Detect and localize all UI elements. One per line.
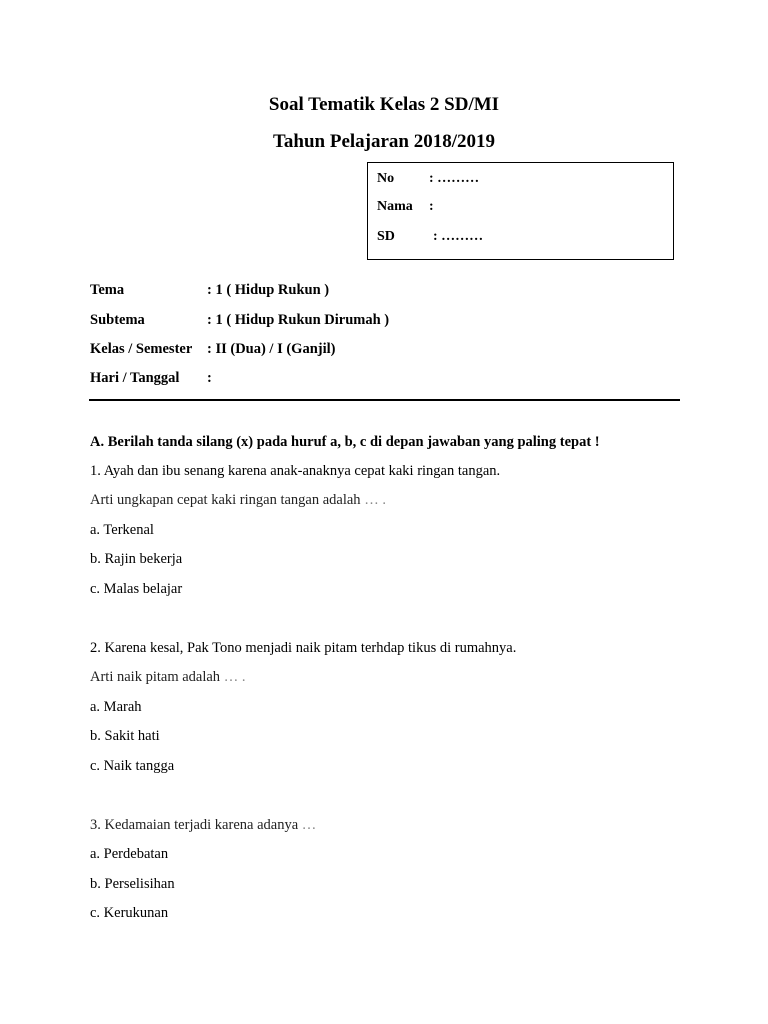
identity-sd-value[interactable]: : ……… (433, 229, 484, 244)
question-2-prompt-text: Arti naik pitam adalah (90, 669, 221, 685)
question-2-prompt (90, 667, 245, 687)
page-title: Soal Tematik Kelas 2 SD/MI (268, 94, 500, 115)
meta-hari-label: Hari / Tanggal (90, 370, 180, 386)
question-3-text-main: 3. Kedamaian terjadi karena adanya (90, 817, 299, 833)
identity-nama-value[interactable]: : (429, 199, 434, 214)
question-3-text-ellipsis: … (301, 817, 317, 833)
identity-nama-label: Nama (377, 199, 413, 214)
page-subtitle: Tahun Pelajaran 2018/2019 (272, 131, 496, 152)
question-1-option-b[interactable]: b. Rajin bekerja (90, 551, 183, 567)
meta-hari-value[interactable]: : (207, 370, 212, 386)
question-2-prompt-ellipsis: … . (223, 669, 246, 685)
identity-row-nama (377, 197, 434, 217)
question-1-prompt-text: Arti ungkapan cepat kaki ringan tangan adalah (90, 492, 361, 508)
identity-no-label: No (377, 171, 395, 186)
section-divider (89, 399, 680, 401)
question-1-prompt (90, 490, 386, 510)
identity-sd-label: SD (377, 229, 395, 244)
question-3-text (90, 815, 316, 835)
identity-no-value[interactable]: : ……… (429, 171, 480, 186)
meta-subtema-value: : 1 ( Hidup Rukun Dirumah ) (207, 312, 390, 328)
question-2-text: 2. Karena kesal, Pak Tono menjadi naik pitam terhdap tikus di rumahnya. (90, 640, 517, 656)
question-2-option-b[interactable]: b. Sakit hati (90, 728, 160, 744)
question-3-option-b[interactable]: b. Perselisihan (90, 876, 175, 892)
meta-tema-value: : 1 ( Hidup Rukun ) (207, 282, 330, 298)
question-1-option-c[interactable]: c. Malas belajar (90, 581, 183, 597)
question-2-option-c[interactable]: c. Naik tangga (90, 758, 175, 774)
meta-tema-label: Tema (90, 282, 125, 298)
identity-row-sd (377, 227, 484, 247)
identity-row-no (377, 169, 480, 189)
question-1-option-a[interactable]: a. Terkenal (90, 522, 154, 538)
question-1-text: 1. Ayah dan ibu senang karena anak-anaknya cepat kaki ringan tangan. (90, 463, 501, 479)
meta-kelas-label: Kelas / Semester (90, 341, 193, 357)
student-identity-box (367, 162, 674, 260)
question-1-prompt-ellipsis: … . (364, 492, 386, 508)
question-2-option-a[interactable]: a. Marah (90, 699, 142, 715)
meta-kelas-value: : II (Dua) / I (Ganjil) (207, 341, 336, 357)
section-a-instruction: A. Berilah tanda silang (x) pada huruf a, b, c di depan jawaban yang paling tepat ! (90, 434, 600, 450)
meta-subtema-label: Subtema (90, 312, 145, 328)
question-3-option-c[interactable]: c. Kerukunan (90, 905, 169, 921)
question-3-option-a[interactable]: a. Perdebatan (90, 846, 169, 862)
